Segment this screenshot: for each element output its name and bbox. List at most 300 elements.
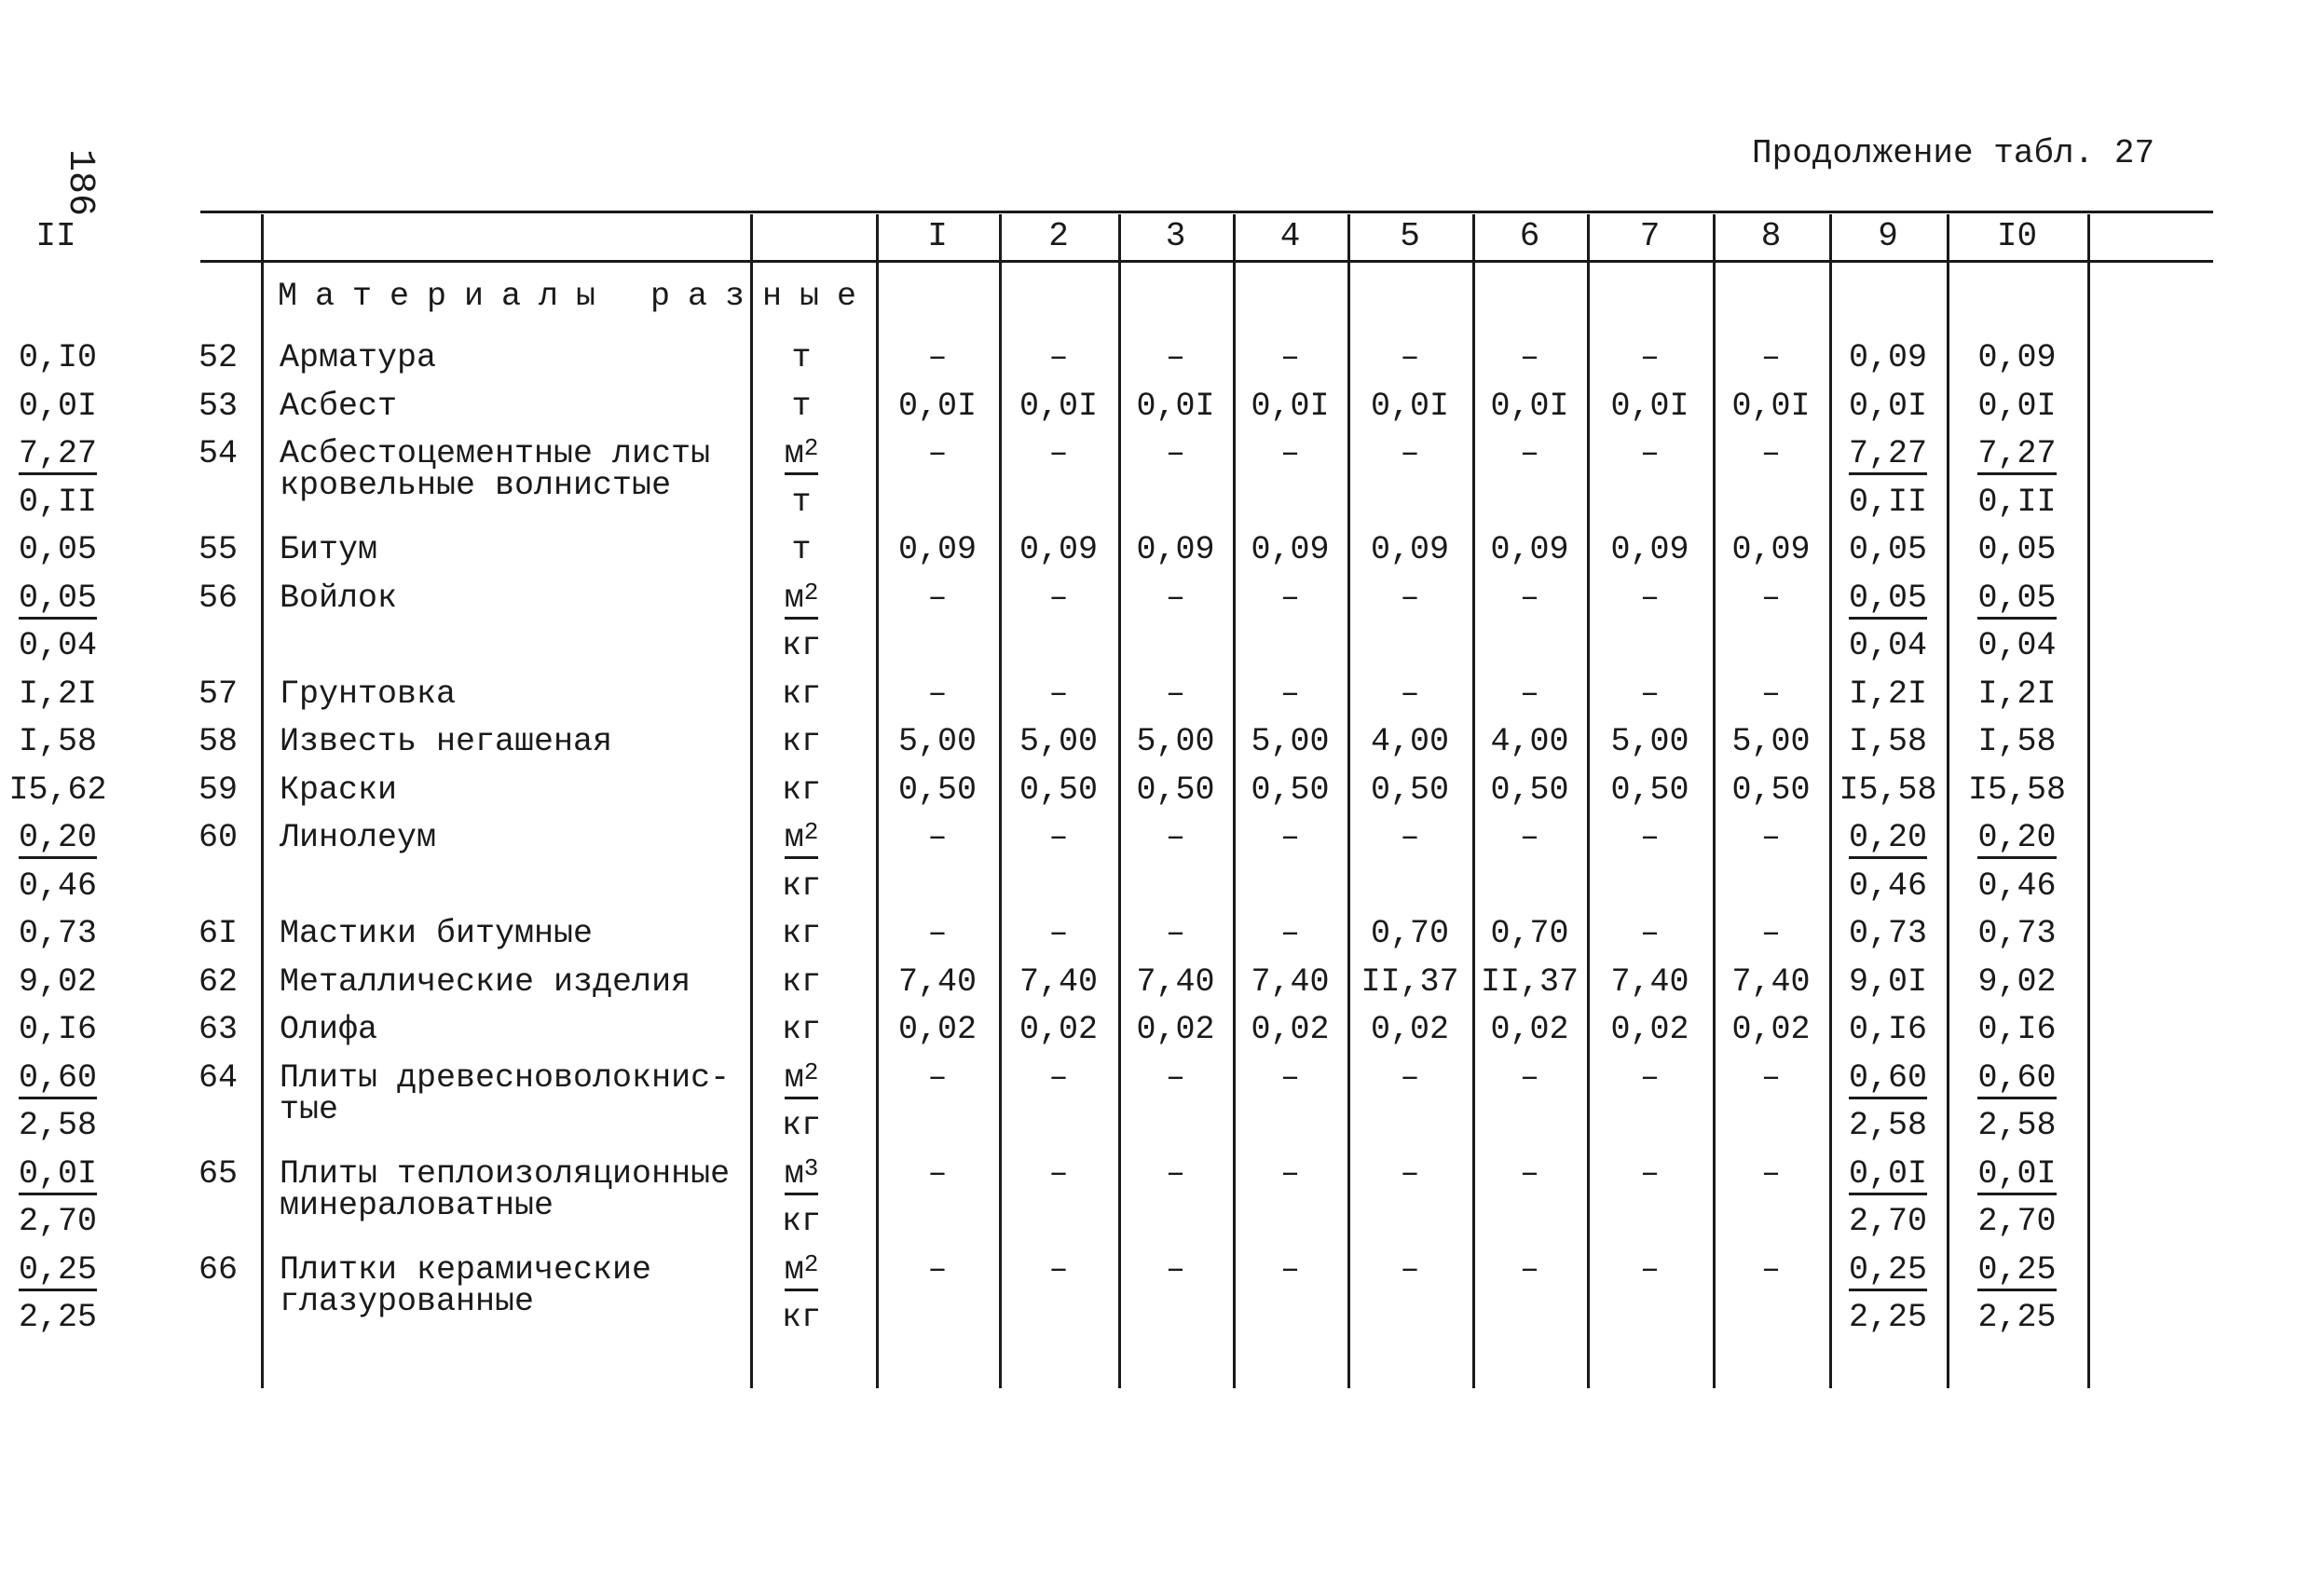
column-divider bbox=[1947, 214, 1949, 1388]
value-cell bbox=[1830, 675, 1946, 713]
value-text: – bbox=[1279, 339, 1300, 376]
value-text: – bbox=[1519, 675, 1539, 713]
value-cell bbox=[1118, 963, 1234, 1001]
value-cell bbox=[1118, 1011, 1234, 1048]
value-cell bbox=[0, 1251, 116, 1289]
value-text: 0,73 bbox=[1977, 915, 2057, 952]
value-cell bbox=[1593, 531, 1708, 568]
column-divider bbox=[261, 214, 264, 1388]
value-text: 7,27 bbox=[1849, 435, 1927, 475]
unit-label: $м^2$ bbox=[785, 819, 819, 859]
value-text: 0,25 bbox=[1977, 1251, 2056, 1291]
value-cell bbox=[1714, 723, 1829, 760]
value-text: – bbox=[1048, 915, 1069, 952]
value-cell bbox=[1001, 723, 1116, 760]
column-divider bbox=[876, 214, 879, 1388]
unit-label: т bbox=[791, 339, 812, 376]
value-text: 0,25 bbox=[1849, 1251, 1927, 1291]
value-cell bbox=[1118, 339, 1234, 376]
material-name: Краски bbox=[280, 771, 398, 809]
value-text: – bbox=[1760, 435, 1781, 472]
value-text: – bbox=[1165, 435, 1185, 472]
value-cell bbox=[1593, 1059, 1708, 1097]
value-text: 2,25 bbox=[1848, 1299, 1927, 1336]
unit-label: кг bbox=[781, 1011, 821, 1048]
value-text: – bbox=[1400, 339, 1420, 376]
value-text: 0,II bbox=[1977, 483, 2057, 521]
value-text: 0,20 bbox=[19, 819, 97, 859]
value-text: – bbox=[927, 435, 948, 472]
unit-label: кг bbox=[781, 1107, 821, 1144]
value-text: – bbox=[1165, 1250, 1185, 1289]
value-cell bbox=[1118, 819, 1234, 856]
value-text: – bbox=[927, 1154, 948, 1193]
value-text: 0,50 bbox=[1251, 771, 1330, 809]
value-text: – bbox=[1760, 1250, 1781, 1289]
value-text: – bbox=[1639, 675, 1660, 713]
value-cell bbox=[1472, 1251, 1588, 1289]
unit-cell bbox=[769, 1299, 834, 1336]
value-cell bbox=[0, 915, 116, 952]
value-cell bbox=[1960, 723, 2075, 760]
value-text: – bbox=[1048, 819, 1069, 856]
unit-label: кг bbox=[781, 962, 821, 1001]
value-cell bbox=[880, 723, 995, 760]
value-text: 5,00 bbox=[1019, 723, 1098, 760]
value-cell bbox=[1118, 1251, 1234, 1289]
value-text: 0,I6 bbox=[18, 1011, 97, 1048]
value-text: – bbox=[1279, 1154, 1300, 1193]
section-title: Материалы разные bbox=[278, 278, 875, 315]
column-header: 5 bbox=[1400, 217, 1420, 255]
value-cell bbox=[1830, 580, 1946, 617]
row-number: 62 bbox=[198, 962, 238, 1001]
material-name: Асбест bbox=[280, 387, 398, 425]
value-text: – bbox=[1639, 339, 1660, 376]
value-text: 0,0I bbox=[897, 387, 977, 425]
unit-exponent: 2 bbox=[803, 1249, 819, 1278]
page-number: 186 bbox=[59, 149, 101, 217]
value-text: I,2I bbox=[18, 675, 97, 713]
value-cell bbox=[1001, 1059, 1116, 1097]
unit-exponent: 3 bbox=[803, 1153, 819, 1182]
value-cell bbox=[1001, 1251, 1116, 1289]
material-name: Битум bbox=[280, 531, 378, 568]
value-cell bbox=[880, 435, 995, 472]
value-text: – bbox=[927, 579, 948, 617]
unit-label: кг bbox=[781, 723, 821, 760]
value-cell bbox=[1472, 388, 1588, 425]
value-cell bbox=[1960, 1011, 2075, 1048]
value-text: II,37 bbox=[1361, 962, 1459, 1001]
value-text: 0,0I bbox=[1136, 387, 1215, 425]
material-name: Олифа bbox=[280, 1011, 378, 1048]
row-number: 59 bbox=[198, 771, 238, 809]
value-text: 0,09 bbox=[1370, 531, 1449, 568]
value-cell bbox=[1714, 963, 1829, 1001]
value-text: – bbox=[1639, 915, 1660, 952]
column-divider bbox=[750, 214, 753, 1388]
value-cell bbox=[1233, 963, 1348, 1001]
value-text: – bbox=[1760, 579, 1781, 617]
value-text: – bbox=[1639, 435, 1660, 472]
value-text: 0,09 bbox=[1731, 531, 1811, 568]
value-text: 5,00 bbox=[1731, 723, 1811, 760]
value-text: 0,05 bbox=[19, 580, 97, 620]
value-cell bbox=[1960, 435, 2075, 472]
material-name: Асбестоцементные листы bbox=[280, 435, 711, 472]
value-text: 0,0I bbox=[1610, 387, 1689, 425]
value-cell bbox=[1233, 531, 1348, 568]
value-cell bbox=[1960, 388, 2075, 425]
value-text: 0,50 bbox=[1136, 771, 1215, 809]
unit-cell bbox=[769, 867, 834, 905]
value-text: – bbox=[1400, 675, 1420, 713]
value-cell bbox=[1233, 723, 1348, 760]
value-cell bbox=[1001, 771, 1116, 809]
value-cell bbox=[0, 435, 116, 472]
value-text: – bbox=[1760, 339, 1781, 376]
unit-cell bbox=[769, 484, 834, 521]
value-text: 0,70 bbox=[1490, 915, 1569, 952]
unit-label: кг bbox=[781, 675, 821, 713]
value-text: – bbox=[1279, 1250, 1300, 1289]
value-text: – bbox=[1165, 675, 1185, 713]
value-text: 0,0I bbox=[1848, 387, 1927, 425]
value-cell bbox=[880, 1059, 995, 1097]
value-cell bbox=[1593, 771, 1708, 809]
value-cell bbox=[880, 915, 995, 952]
value-cell bbox=[1472, 1059, 1588, 1097]
value-cell bbox=[1960, 819, 2075, 856]
value-text: – bbox=[1400, 1154, 1420, 1193]
value-text: 0,02 bbox=[897, 1011, 977, 1048]
value-text: – bbox=[1279, 675, 1300, 713]
value-cell bbox=[1233, 675, 1348, 713]
unit-cell bbox=[769, 627, 834, 664]
unit-cell bbox=[769, 1107, 834, 1144]
value-text: 4,00 bbox=[1370, 723, 1449, 760]
value-cell bbox=[1960, 627, 2075, 664]
value-cell bbox=[0, 388, 116, 425]
value-text: 0,0I bbox=[1977, 1155, 2056, 1195]
value-text: – bbox=[1519, 339, 1539, 376]
value-text: – bbox=[927, 915, 948, 952]
unit-exponent: 2 bbox=[803, 434, 819, 462]
material-name: кровельные волнистые bbox=[280, 467, 672, 504]
value-cell bbox=[1233, 771, 1348, 809]
value-cell bbox=[1118, 723, 1234, 760]
unit-cell bbox=[769, 1155, 834, 1193]
material-name: Войлок bbox=[280, 579, 398, 617]
unit-label: кг bbox=[781, 1299, 821, 1336]
value-text: 2,70 bbox=[1848, 1203, 1927, 1240]
column-header: 2 bbox=[1048, 217, 1069, 255]
value-cell bbox=[1233, 580, 1348, 617]
value-text: – bbox=[1639, 1154, 1660, 1193]
unit-cell bbox=[769, 531, 834, 568]
value-text: 0,II bbox=[1848, 483, 1927, 521]
value-cell bbox=[1593, 1011, 1708, 1048]
value-text: – bbox=[927, 1250, 948, 1289]
value-text: – bbox=[1760, 819, 1781, 856]
value-text: 5,00 bbox=[1136, 723, 1215, 760]
unit-cell bbox=[769, 339, 834, 376]
row-number: 53 bbox=[198, 387, 238, 425]
value-cell bbox=[880, 819, 995, 856]
value-text: 2,58 bbox=[1848, 1107, 1927, 1144]
value-cell bbox=[1118, 435, 1234, 472]
value-text: – bbox=[1279, 435, 1300, 472]
unit-cell bbox=[769, 580, 834, 617]
unit-label: кг bbox=[781, 627, 821, 664]
value-cell bbox=[1593, 388, 1708, 425]
column-header: I bbox=[927, 217, 948, 255]
unit-label: кг bbox=[781, 915, 821, 952]
row-number: 66 bbox=[198, 1250, 238, 1289]
row-number: 64 bbox=[198, 1058, 238, 1097]
value-cell bbox=[1472, 915, 1588, 952]
value-cell bbox=[1593, 963, 1708, 1001]
value-text: I,58 bbox=[1977, 723, 2057, 760]
value-text: 7,40 bbox=[1136, 962, 1215, 1001]
value-cell bbox=[1593, 1155, 1708, 1193]
value-text: – bbox=[1165, 579, 1185, 617]
value-cell bbox=[1001, 963, 1116, 1001]
value-cell bbox=[1472, 435, 1588, 472]
value-text: I,58 bbox=[18, 723, 97, 760]
value-cell bbox=[1960, 531, 2075, 568]
material-name: Плиты теплоизоляционные bbox=[280, 1154, 731, 1193]
value-text: 0,02 bbox=[1370, 1011, 1449, 1048]
value-text: 0,04 bbox=[1848, 627, 1927, 664]
value-text: – bbox=[927, 1058, 948, 1097]
value-text: – bbox=[1048, 1250, 1069, 1289]
value-cell bbox=[1472, 963, 1588, 1001]
material-name: тые bbox=[280, 1090, 339, 1128]
value-cell bbox=[1233, 339, 1348, 376]
value-cell bbox=[1472, 531, 1588, 568]
value-text: 0,05 bbox=[1849, 580, 1927, 620]
value-text: 0,05 bbox=[1977, 580, 2056, 620]
value-text: – bbox=[1048, 1154, 1069, 1193]
value-cell bbox=[1001, 580, 1116, 617]
value-cell bbox=[0, 484, 116, 521]
value-cell bbox=[0, 1011, 116, 1048]
value-cell bbox=[1714, 1011, 1829, 1048]
value-cell bbox=[0, 819, 116, 856]
table-continuation-caption: Продолжение табл. 27 bbox=[1752, 134, 2155, 172]
value-text: 0,50 bbox=[897, 771, 977, 809]
value-text: – bbox=[1048, 675, 1069, 713]
material-name: Линолеум bbox=[280, 819, 437, 856]
value-cell bbox=[0, 675, 116, 713]
value-cell bbox=[1352, 819, 1468, 856]
value-cell bbox=[1001, 531, 1116, 568]
value-cell bbox=[880, 1251, 995, 1289]
value-cell bbox=[1233, 435, 1348, 472]
value-cell bbox=[1352, 771, 1468, 809]
value-text: I,2I bbox=[1977, 675, 2057, 713]
value-text: – bbox=[1400, 1250, 1420, 1289]
value-cell bbox=[0, 771, 116, 809]
value-cell bbox=[1352, 1155, 1468, 1193]
unit-label: $м^2$ bbox=[785, 1059, 819, 1099]
value-cell bbox=[1714, 339, 1829, 376]
value-text: – bbox=[1760, 1058, 1781, 1097]
value-cell bbox=[1233, 1011, 1348, 1048]
value-text: 2,58 bbox=[18, 1107, 97, 1144]
value-text: – bbox=[1639, 1250, 1660, 1289]
value-text: 0,50 bbox=[1490, 771, 1569, 809]
row-number: 55 bbox=[198, 531, 238, 568]
row-number: 54 bbox=[198, 435, 238, 472]
value-cell bbox=[1233, 1059, 1348, 1097]
value-text: 0,05 bbox=[1848, 531, 1927, 568]
value-cell bbox=[1714, 1059, 1829, 1097]
value-cell bbox=[1830, 1107, 1946, 1144]
value-cell bbox=[1714, 388, 1829, 425]
value-text: – bbox=[1760, 915, 1781, 952]
value-text: I5,62 bbox=[8, 771, 107, 809]
value-cell bbox=[0, 580, 116, 617]
value-cell bbox=[1233, 388, 1348, 425]
value-cell bbox=[1472, 819, 1588, 856]
value-text: 7,27 bbox=[19, 435, 97, 475]
value-cell bbox=[1001, 388, 1116, 425]
value-text: – bbox=[1519, 435, 1539, 472]
value-cell bbox=[1118, 771, 1234, 809]
value-text: 0,05 bbox=[18, 531, 97, 568]
value-text: 0,0I bbox=[1370, 387, 1449, 425]
value-cell bbox=[1714, 435, 1829, 472]
value-text: I5,58 bbox=[1967, 771, 2067, 809]
unit-exponent: 2 bbox=[803, 1057, 819, 1086]
unit-cell bbox=[769, 723, 834, 760]
value-cell bbox=[1960, 484, 2075, 521]
value-cell bbox=[1830, 963, 1946, 1001]
material-name: Мастики битумные bbox=[280, 915, 594, 952]
value-text: – bbox=[927, 675, 948, 713]
value-cell bbox=[1118, 580, 1234, 617]
value-text: 0,0I bbox=[1019, 387, 1098, 425]
value-text: 4,00 bbox=[1490, 723, 1569, 760]
unit-cell bbox=[769, 1059, 834, 1097]
value-cell bbox=[0, 1203, 116, 1240]
value-cell bbox=[1960, 1155, 2075, 1193]
value-text: 0,46 bbox=[1977, 866, 2057, 905]
value-text: 7,27 bbox=[1977, 435, 2056, 475]
unit-label: т bbox=[791, 387, 812, 425]
unit-cell bbox=[769, 1203, 834, 1240]
value-text: 0,0I bbox=[1251, 387, 1330, 425]
value-cell bbox=[1352, 675, 1468, 713]
value-text: 0,I0 bbox=[18, 339, 97, 376]
value-cell bbox=[880, 771, 995, 809]
value-cell bbox=[1001, 1011, 1116, 1048]
unit-label: т bbox=[791, 483, 812, 521]
value-text: – bbox=[1048, 579, 1069, 617]
value-text: – bbox=[1048, 435, 1069, 472]
value-text: 5,00 bbox=[1251, 723, 1330, 760]
column-header: 7 bbox=[1639, 217, 1661, 255]
value-text: 0,I6 bbox=[1848, 1011, 1927, 1048]
value-text: 0,60 bbox=[19, 1059, 97, 1099]
value-cell bbox=[1233, 1155, 1348, 1193]
value-text: 0,60 bbox=[1849, 1059, 1927, 1099]
value-cell bbox=[1830, 1155, 1946, 1193]
value-cell bbox=[1001, 915, 1116, 952]
unit-exponent: 2 bbox=[803, 578, 819, 607]
value-text: 9,02 bbox=[1977, 962, 2057, 1001]
value-cell bbox=[1118, 915, 1234, 952]
value-text: 2,70 bbox=[18, 1203, 97, 1240]
value-text: 0,0I bbox=[1731, 387, 1811, 425]
material-name: глазурованные bbox=[280, 1282, 535, 1320]
value-cell bbox=[1714, 915, 1829, 952]
unit-cell bbox=[769, 1251, 834, 1289]
value-text: – bbox=[1279, 579, 1300, 617]
value-cell bbox=[1472, 723, 1588, 760]
unit-cell bbox=[769, 435, 834, 472]
value-cell bbox=[0, 723, 116, 760]
value-text: 0,73 bbox=[1848, 915, 1927, 952]
value-text: 0,09 bbox=[1490, 531, 1569, 568]
value-cell bbox=[1714, 1155, 1829, 1193]
value-cell bbox=[1352, 1059, 1468, 1097]
row-number: 63 bbox=[198, 1011, 238, 1048]
value-cell bbox=[0, 1155, 116, 1193]
value-text: 9,02 bbox=[18, 962, 97, 1001]
value-cell bbox=[1960, 915, 2075, 952]
value-text: – bbox=[1519, 1058, 1539, 1097]
value-cell bbox=[1352, 963, 1468, 1001]
value-text: – bbox=[1519, 1154, 1539, 1193]
value-cell bbox=[1233, 915, 1348, 952]
value-text: 7,40 bbox=[1610, 962, 1689, 1001]
value-cell bbox=[880, 675, 995, 713]
value-cell bbox=[1593, 723, 1708, 760]
value-text: – bbox=[1639, 579, 1660, 617]
unit-label: $м^3$ bbox=[785, 1155, 819, 1195]
value-text: I5,58 bbox=[1839, 771, 1937, 809]
unit-cell bbox=[769, 388, 834, 425]
value-cell bbox=[1472, 339, 1588, 376]
value-cell bbox=[1001, 1155, 1116, 1193]
value-text: – bbox=[1519, 1250, 1539, 1289]
value-cell bbox=[1472, 580, 1588, 617]
value-cell bbox=[1960, 580, 2075, 617]
value-cell bbox=[880, 580, 995, 617]
value-cell bbox=[0, 867, 116, 905]
value-cell bbox=[1118, 1059, 1234, 1097]
value-cell bbox=[1472, 771, 1588, 809]
value-cell bbox=[1960, 1107, 2075, 1144]
value-text: 0,50 bbox=[1019, 771, 1098, 809]
value-text: 5,00 bbox=[897, 723, 977, 760]
value-text: – bbox=[1279, 819, 1300, 856]
unit-label: т bbox=[791, 531, 812, 568]
value-cell bbox=[1472, 1011, 1588, 1048]
value-text: – bbox=[1165, 1154, 1185, 1193]
value-text: 0,60 bbox=[1977, 1059, 2056, 1099]
value-text: – bbox=[1519, 819, 1539, 856]
value-text: – bbox=[1760, 1154, 1781, 1193]
value-text: 2,25 bbox=[1977, 1299, 2057, 1336]
value-cell bbox=[0, 963, 116, 1001]
column-divider bbox=[2087, 214, 2090, 1388]
value-cell bbox=[1593, 339, 1708, 376]
